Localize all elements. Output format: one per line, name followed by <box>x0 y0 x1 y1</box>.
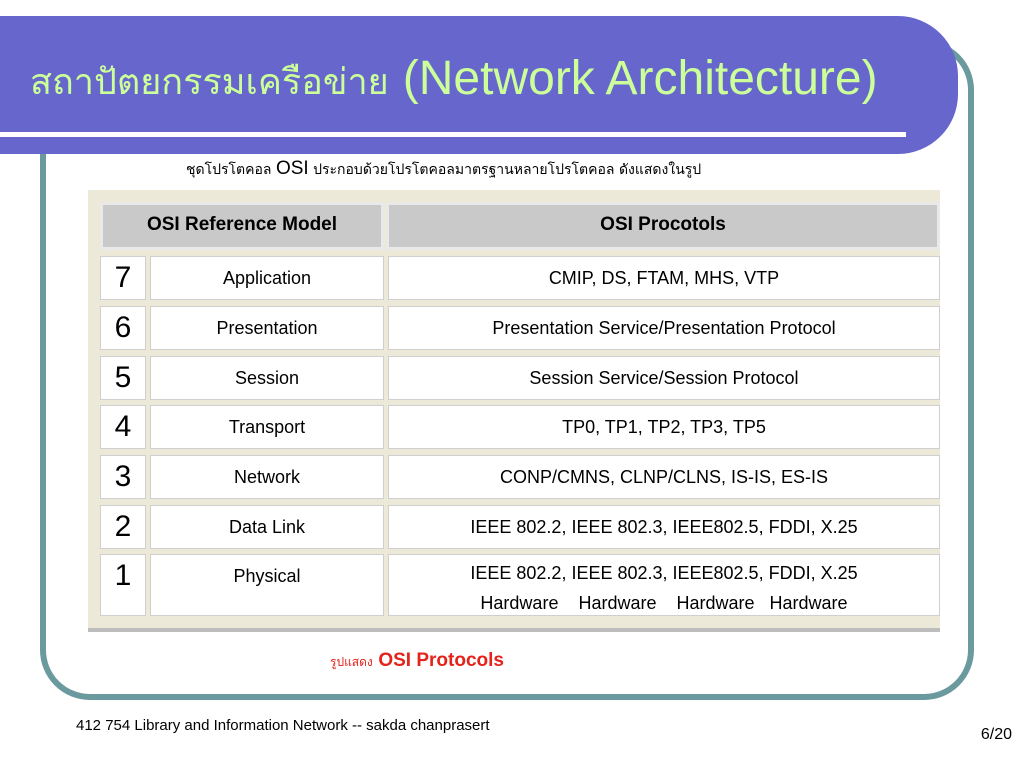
slide-title-thai: สถาปัตยกรรมเครือข่าย <box>30 62 389 103</box>
protocol-line: CONP/CMNS, CLNP/CLNS, IS-IS, ES-IS <box>499 467 829 487</box>
layer-name: Data Link <box>150 505 384 549</box>
protocol-line: Hardware Hardware Hardware Hardware <box>480 593 848 613</box>
layer-name: Network <box>150 455 384 499</box>
header-protocols: OSI Procotols <box>386 202 940 250</box>
layer-protocols <box>388 256 940 300</box>
layer-protocols <box>388 554 940 616</box>
layer-number: 5 <box>100 356 146 400</box>
protocol-line: IEEE 802.2, IEEE 802.3, IEEE802.5, FDDI, X.25 <box>470 517 858 537</box>
figure-caption <box>330 648 504 675</box>
intro-before: ชุดโปรโตคอล <box>186 162 272 178</box>
caption-english: OSI Protocols <box>378 650 504 671</box>
layer-number: 1 <box>100 554 146 616</box>
protocol-line: TP0, TP1, TP2, TP3, TP5 <box>562 417 766 437</box>
layer-number: 6 <box>100 306 146 350</box>
intro-after: ประกอบด้วยโปรโตคอลมาตรฐานหลายโปรโตคอล ดังแสดงในรูป <box>313 162 702 178</box>
osi-table <box>88 190 940 632</box>
title-underline <box>0 132 906 137</box>
slide-title-english: (Network Architecture) <box>402 52 878 105</box>
layer-protocols <box>388 405 940 449</box>
page-number: 6/20 <box>980 726 1012 743</box>
layer-number: 7 <box>100 256 146 300</box>
layer-protocols <box>388 455 940 499</box>
layer-name: Physical <box>150 554 384 616</box>
layer-name: Session <box>150 356 384 400</box>
intro-osi: OSI <box>275 158 309 179</box>
footer-text: 412 754 Library and Information Network -- sakda chanprasert <box>76 717 490 734</box>
intro-text <box>186 156 701 183</box>
layer-number: 3 <box>100 455 146 499</box>
layer-name: Presentation <box>150 306 384 350</box>
layer-number: 4 <box>100 405 146 449</box>
protocol-line: CMIP, DS, FTAM, MHS, VTP <box>548 268 780 288</box>
layer-name: Application <box>150 256 384 300</box>
layer-number: 2 <box>100 505 146 549</box>
slide-title <box>30 48 878 113</box>
header-model: OSI Reference Model <box>100 202 384 250</box>
protocol-line: IEEE 802.2, IEEE 802.3, IEEE802.5, FDDI, X.25 <box>470 563 858 583</box>
layer-name: Transport <box>150 405 384 449</box>
caption-thai: รูปแสดง <box>330 655 373 669</box>
layer-protocols <box>388 505 940 549</box>
layer-protocols <box>388 356 940 400</box>
protocol-line: Presentation Service/Presentation Protocol <box>492 318 836 338</box>
layer-protocols <box>388 306 940 350</box>
protocol-line: Session Service/Session Protocol <box>529 368 799 388</box>
